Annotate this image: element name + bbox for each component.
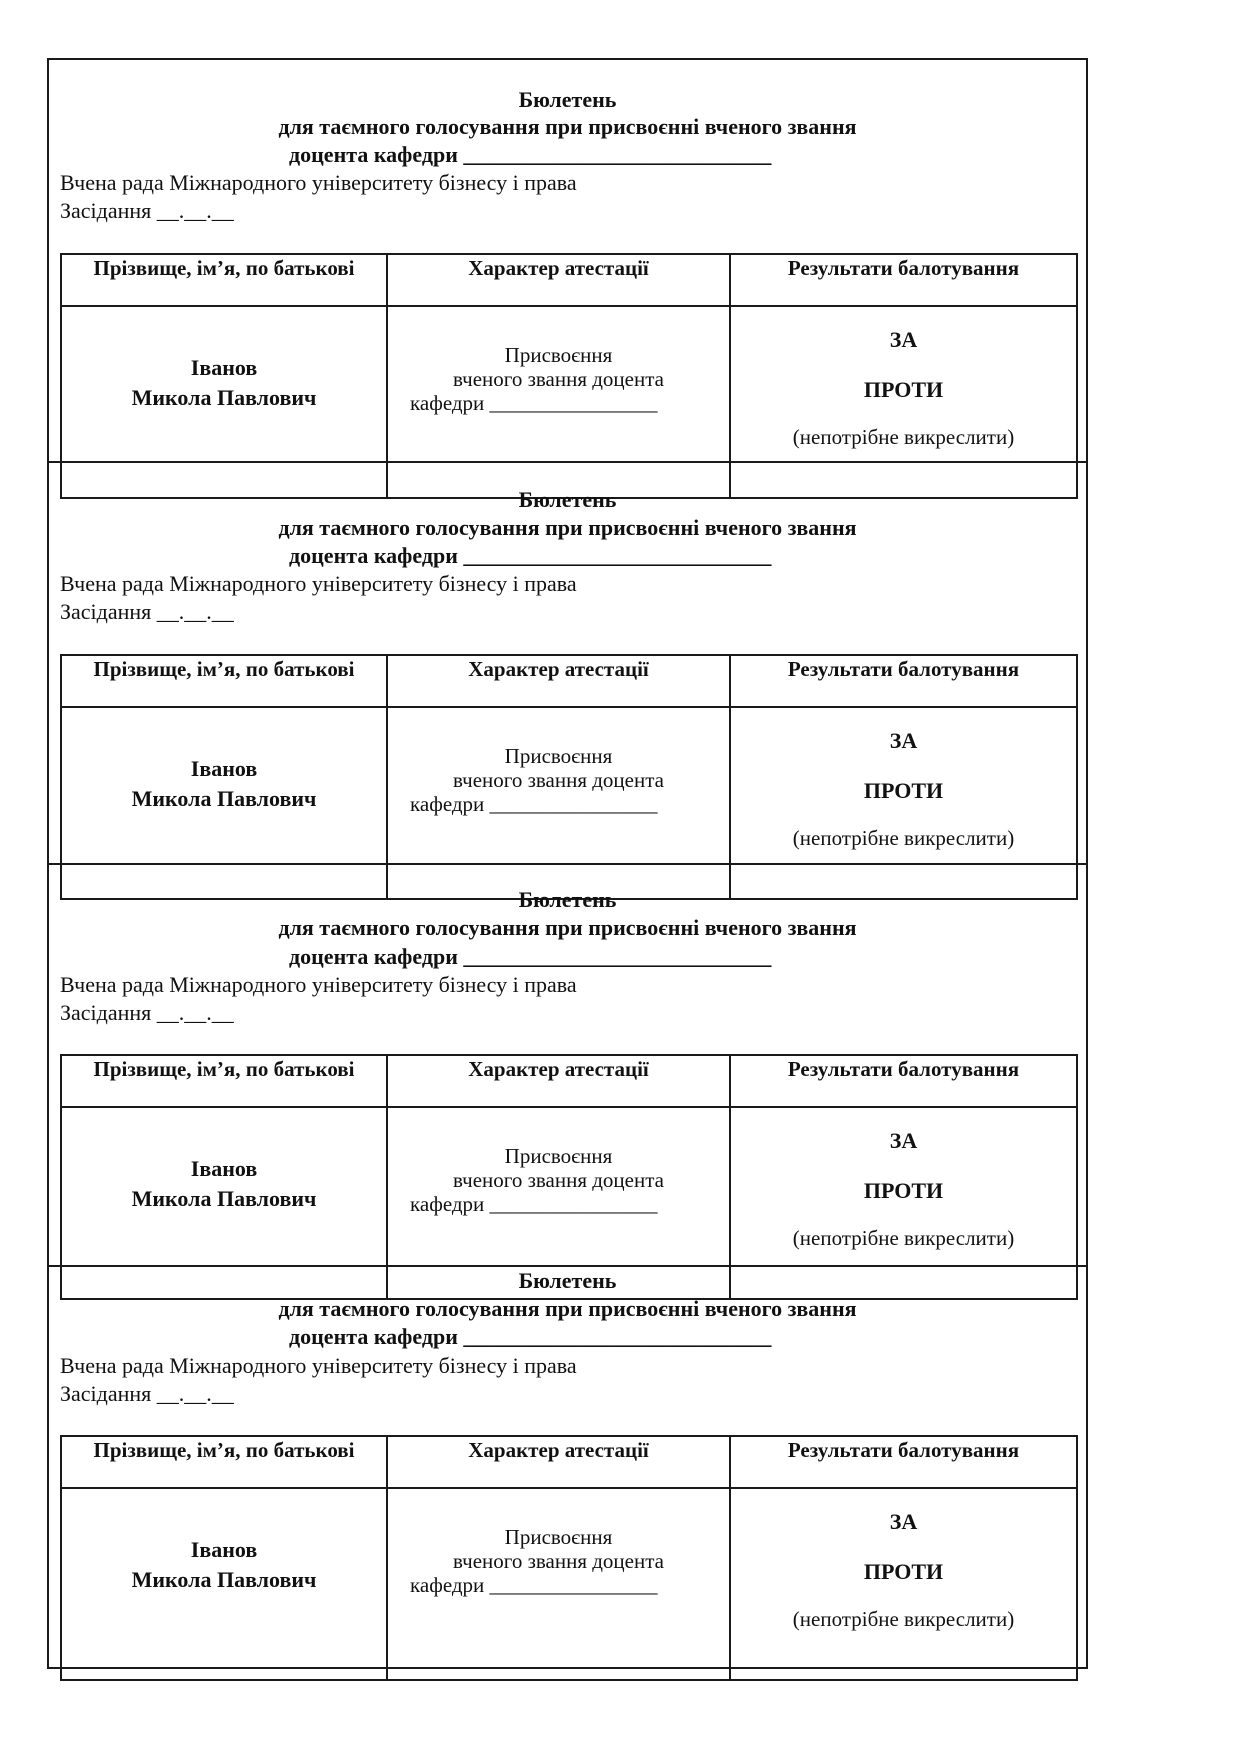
ballot-subtitle: для таємного голосування при присвоєнні вченого звання (278, 515, 857, 540)
attestation-line-2: вченого звання доцента (453, 1549, 664, 1573)
candidate-surname: Іванов (190, 355, 258, 380)
results-cell (730, 1488, 1077, 1680)
header-results: Результати балотування (730, 655, 1077, 707)
candidate-name-cell (61, 1488, 387, 1680)
vote-table (60, 1054, 1078, 1300)
header-attestation: Характер атестації (387, 1436, 730, 1488)
header-attestation: Характер атестації (387, 1055, 730, 1107)
attestation-line-3: кафедри ________________ (410, 1573, 658, 1597)
ballot-subtitle: для таємного голосування при присвоєнні вченого звання (278, 114, 857, 139)
candidate-surname: Іванов (190, 1537, 258, 1562)
vote-against-option[interactable]: ПРОТИ (863, 377, 944, 402)
header-name: Прізвище, ім’я, по батькові (61, 1436, 387, 1488)
header-name: Прізвище, ім’я, по батькові (61, 254, 387, 306)
attestation-line-1: Присвоєння (504, 343, 613, 367)
vote-table (60, 1435, 1078, 1681)
attestation-line-3: кафедри ________________ (410, 792, 658, 816)
vote-against-option[interactable]: ПРОТИ (863, 778, 944, 803)
candidate-surname: Іванов (190, 756, 258, 781)
ballot-subtitle: для таємного голосування при присвоєнні вченого звання (278, 1296, 857, 1321)
header-name: Прізвище, ім’я, по батькові (61, 1055, 387, 1107)
candidate-surname: Іванов (190, 1156, 258, 1181)
attestation-line-2: вченого звання доцента (453, 367, 664, 391)
attestation-cell (387, 1488, 730, 1680)
ballot (49, 463, 1086, 865)
vote-for-option[interactable]: ЗА (889, 327, 918, 352)
header-results: Результати балотування (730, 254, 1077, 306)
attestation-line-1: Присвоєння (504, 1144, 613, 1168)
ballot-title: Бюлетень (518, 887, 617, 912)
council-name: Вчена рада Міжнародного університету бізнесу і права (60, 170, 577, 195)
ballot (49, 1267, 1086, 1667)
vote-for-option[interactable]: ЗА (889, 1128, 918, 1153)
attestation-line-3: кафедри ________________ (410, 391, 658, 415)
ballot-sheet (47, 58, 1088, 1669)
header-name: Прізвище, ім’я, по батькові (61, 655, 387, 707)
council-name: Вчена рада Міжнародного університету бізнесу і права (60, 571, 577, 596)
header-attestation: Характер атестації (387, 254, 730, 306)
attestation-line-2: вченого звання доцента (453, 1168, 664, 1192)
ballot-title: Бюлетень (518, 87, 617, 112)
ballot (49, 60, 1086, 463)
department-line: доцента кафедри ____________________________ (289, 543, 772, 568)
vote-for-option[interactable]: ЗА (889, 1509, 918, 1534)
vote-against-option[interactable]: ПРОТИ (863, 1559, 944, 1584)
candidate-given-names: Микола Павлович (131, 786, 317, 811)
strike-out-hint: (непотрібне викреслити) (792, 1226, 1015, 1250)
candidate-given-names: Микола Павлович (131, 385, 317, 410)
attestation-line-3: кафедри ________________ (410, 1192, 658, 1216)
candidate-given-names: Микола Павлович (131, 1567, 317, 1592)
council-name: Вчена рада Міжнародного університету бізнесу і права (60, 972, 577, 997)
department-line: доцента кафедри ____________________________ (289, 1324, 772, 1349)
meeting-date: Засідання __.__.__ (60, 599, 234, 624)
meeting-date: Засідання __.__.__ (60, 198, 234, 223)
attestation-line-2: вченого звання доцента (453, 768, 664, 792)
vote-table (60, 654, 1078, 900)
meeting-date: Засідання __.__.__ (60, 1381, 234, 1406)
vote-against-option[interactable]: ПРОТИ (863, 1178, 944, 1203)
attestation-line-1: Присвоєння (504, 744, 613, 768)
department-line: доцента кафедри ____________________________ (289, 142, 772, 167)
ballot (49, 865, 1086, 1267)
council-name: Вчена рада Міжнародного університету бізнесу і права (60, 1353, 577, 1378)
candidate-given-names: Микола Павлович (131, 1186, 317, 1211)
meeting-date: Засідання __.__.__ (60, 1000, 234, 1025)
department-line: доцента кафедри ____________________________ (289, 944, 772, 969)
header-results: Результати балотування (730, 1055, 1077, 1107)
ballot-title: Бюлетень (518, 1268, 617, 1293)
ballot-title: Бюлетень (518, 487, 617, 512)
strike-out-hint: (непотрібне викреслити) (792, 1607, 1015, 1631)
ballot-subtitle: для таємного голосування при присвоєнні вченого звання (278, 915, 857, 940)
strike-out-hint: (непотрібне викреслити) (792, 826, 1015, 850)
header-results: Результати балотування (730, 1436, 1077, 1488)
header-attestation: Характер атестації (387, 655, 730, 707)
strike-out-hint: (непотрібне викреслити) (792, 425, 1015, 449)
vote-for-option[interactable]: ЗА (889, 728, 918, 753)
attestation-line-1: Присвоєння (504, 1525, 613, 1549)
